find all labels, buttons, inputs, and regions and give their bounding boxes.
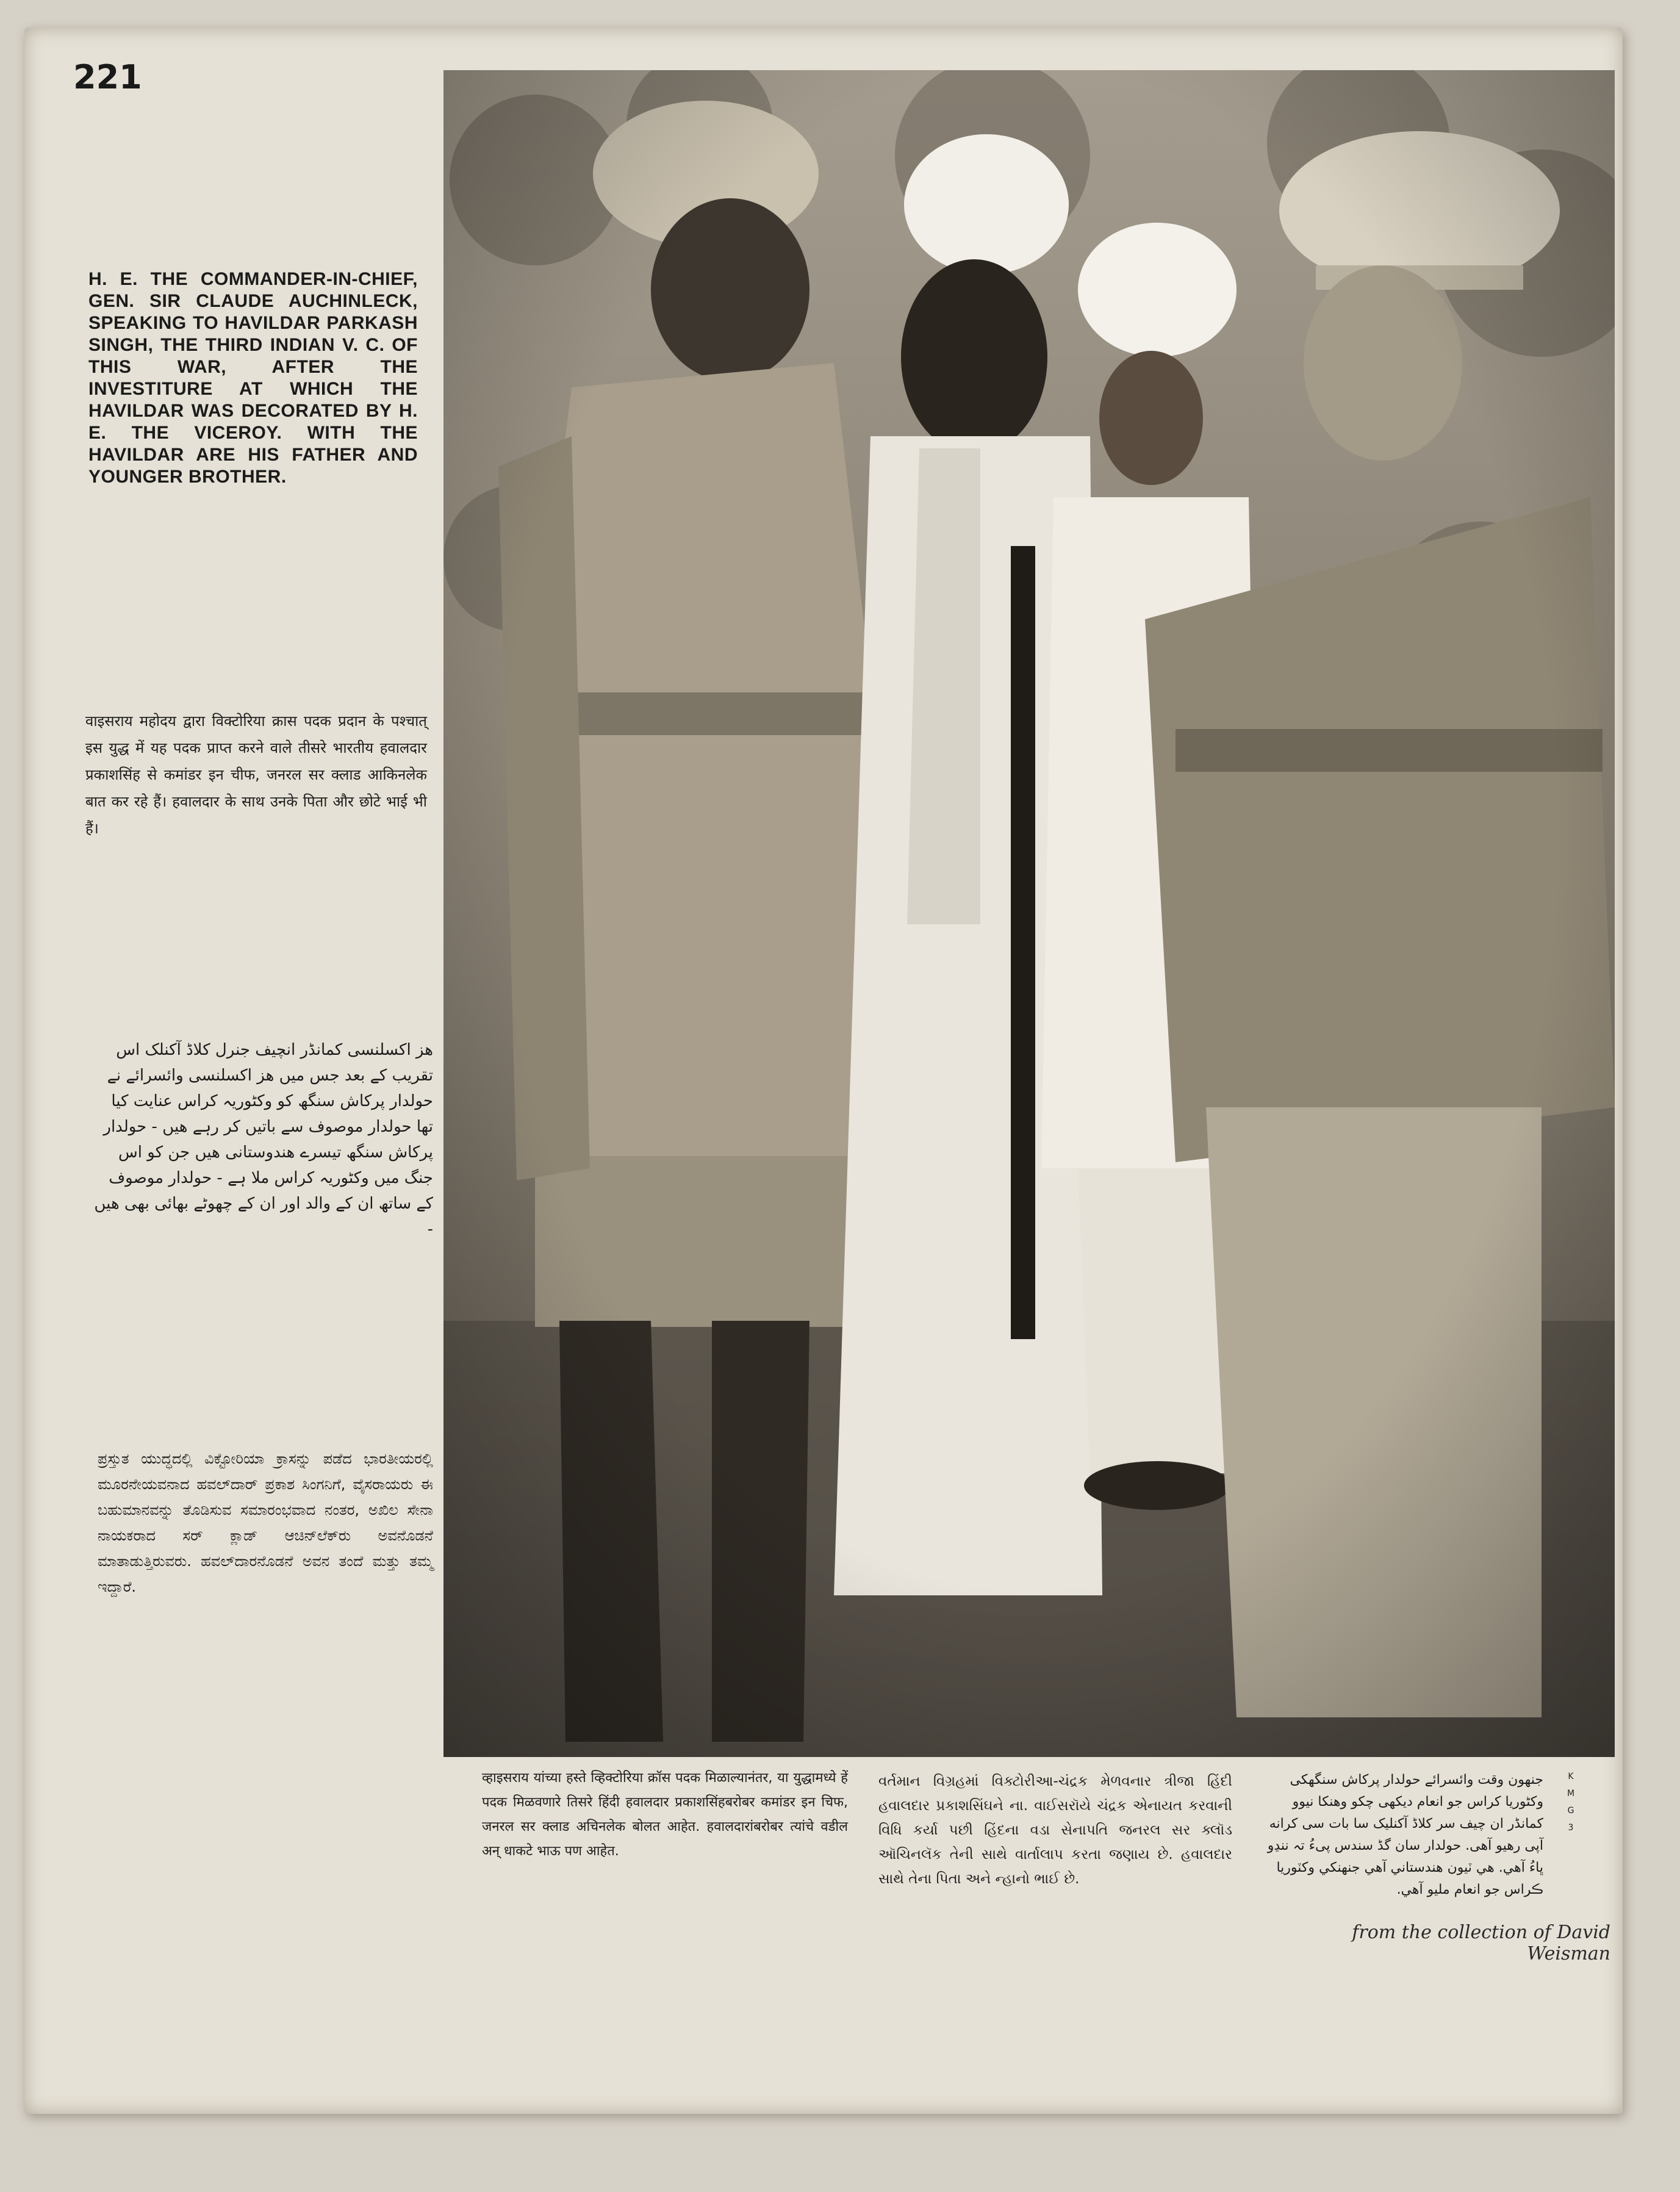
photograph (443, 70, 1615, 1757)
side-letter: 3 (1568, 1823, 1574, 1833)
side-letter: G (1567, 1806, 1574, 1816)
caption-marathi: व्हाइसराय यांच्या हस्ते व्हिक्टोरिया क्रॉस पदक मिळाल्यानंतर, या युद्धामध्ये हें पदक मिळवणारे तिसरे हिंदी हवालदार प्रकाशसिंहबरोबर कमांडर इन चिफ, जनरल सर क्लाड अचिनलेक बोलत आहेत. हवालदारांबरोबर त्यांचे वडील अन् धाकटे भाऊ पण आहेत. (482, 1770, 848, 1859)
caption-urdu: هز اکسلنسی کمانڈر انچیف جنرل کلاڈ آکنلک اس تقریب کے بعد جس میں هز اکسلنسی وائسرائے نے حولدار پرکاش سنگھ کو وکٹوریہ کراس عنایت کیا تھا حولدار موصوف سے باتیں کر رہے ھیں - حولدار پرکاش سنگھ تیسرے ھندوستانی ھیں جن کو اس جنگ میں وکٹوریہ کراس ملا ہے - حولدار موصوف کے ساتھ ان کے والد اور ان کے چھوٹے بھائی بھی ھیں - (94, 1041, 433, 1238)
caption-english: H. E. THE COMMANDER-IN-CHIEF, GEN. SIR CLAUDE AUCHINLECK, SPEAKING TO HAVILDAR PARKASH SINGH, THE THIRD INDIAN V. C. OF THIS WAR, AFTER THE INVESTITURE AT WHICH THE HAVILDAR WAS DECORATED BY H. E. THE VICEROY. WITH THE HAVILDAR ARE HIS FATHER AND YOUNGER BROTHER. (88, 269, 418, 487)
collection-credit: from the collection of David Weisman (1352, 1922, 1610, 1964)
caption-gujarati: વર્તમાન વિગ્રહમાં વિક્ટોરીઆ-ચંદ્રક મેળવનાર ત્રીજા હિંદી હવાલદાર પ્રકાશસિંઘને ના. વાઈસરૉયે ચંદ્રક એનાયત કરવાની વિધિ કર્યા પછી હિંદના વડા સેનાપતિ જનરલ સર ક્લૉડ ઑચિનલૅક તેની સાથે વાર્તાલાપ કરતા જણાય છે. હવાલદાર સાથે તેના પિતા અને ન્હાનો ભાઈ છે. (878, 1773, 1232, 1887)
photograph-icon (443, 70, 1615, 1757)
caption-urdu-short: جنهون وقت وائسرائے حولدار پرکاش سنگهکی وکٹوریا کراس جو انعام دیکھی چکو وهنکا نیوو کمانڈر ان چیف سر کلاڈ آکنلیک سا بات سی کرانه آپی رهیو آهی. حولدار سان گڈ سندس پیءُ تہ ننڍو ڀاءُ آهي. هي ٽيون هندستاني آهي جنهنکي وکٽوريا ڪراس جو انعام مليو آهي. (1267, 1772, 1543, 1897)
caption-kannada: ಪ್ರಸ್ತುತ ಯುದ್ಧದಲ್ಲಿ ವಿಕ್ಟೋರಿಯಾ ಕ್ರಾಸನ್ನು ಪಡೆದ ಭಾರತೀಯರಲ್ಲಿ ಮೂರನೇಯವನಾದ ಹವಲ್‌ದಾರ್ ಪ್ರಕಾಶ ಸಿಂಗನಿಗೆ, ವೈಸರಾಯರು ಈ ಬಹುಮಾನವನ್ನು ತೊಡಿಸುವ ಸಮಾರಂಭವಾದ ನಂತರ, ಅಖಿಲ ಸೇನಾ ನಾಯಕರಾದ ಸರ್ ಕ್ಲಾಡ್ ಆಚಿನ್‌ಲೆಕ್‌ರು ಅವನೊಡನೆ ಮಾತಾಡುತ್ತಿರುವರು. ಹವಲ್‌ದಾರನೊಡನೆ ಅವನ ತಂದೆ ಮತ್ತು ತಮ್ಮ ಇದ್ದಾರೆ. (98, 1450, 433, 1595)
caption-hindi: वाइसराय महोदय द्वारा विक्टोरिया क्रास पदक प्रदान के पश्चात् इस युद्ध में यह पदक प्राप्त करने वाले तीसरे भारतीय हवालदार प्रकाशसिंह से कमांडर इन चीफ, जनरल सर क्लाड आकिनलेक बात कर रहे हैं। हवालदार के साथ उनके पिता और छोटे भाई भी हैं। (85, 713, 427, 837)
side-letter: M (1567, 1789, 1575, 1799)
side-letter: K (1568, 1772, 1574, 1781)
side-letters (1562, 1768, 1580, 1836)
page-number: 221 (73, 58, 142, 96)
